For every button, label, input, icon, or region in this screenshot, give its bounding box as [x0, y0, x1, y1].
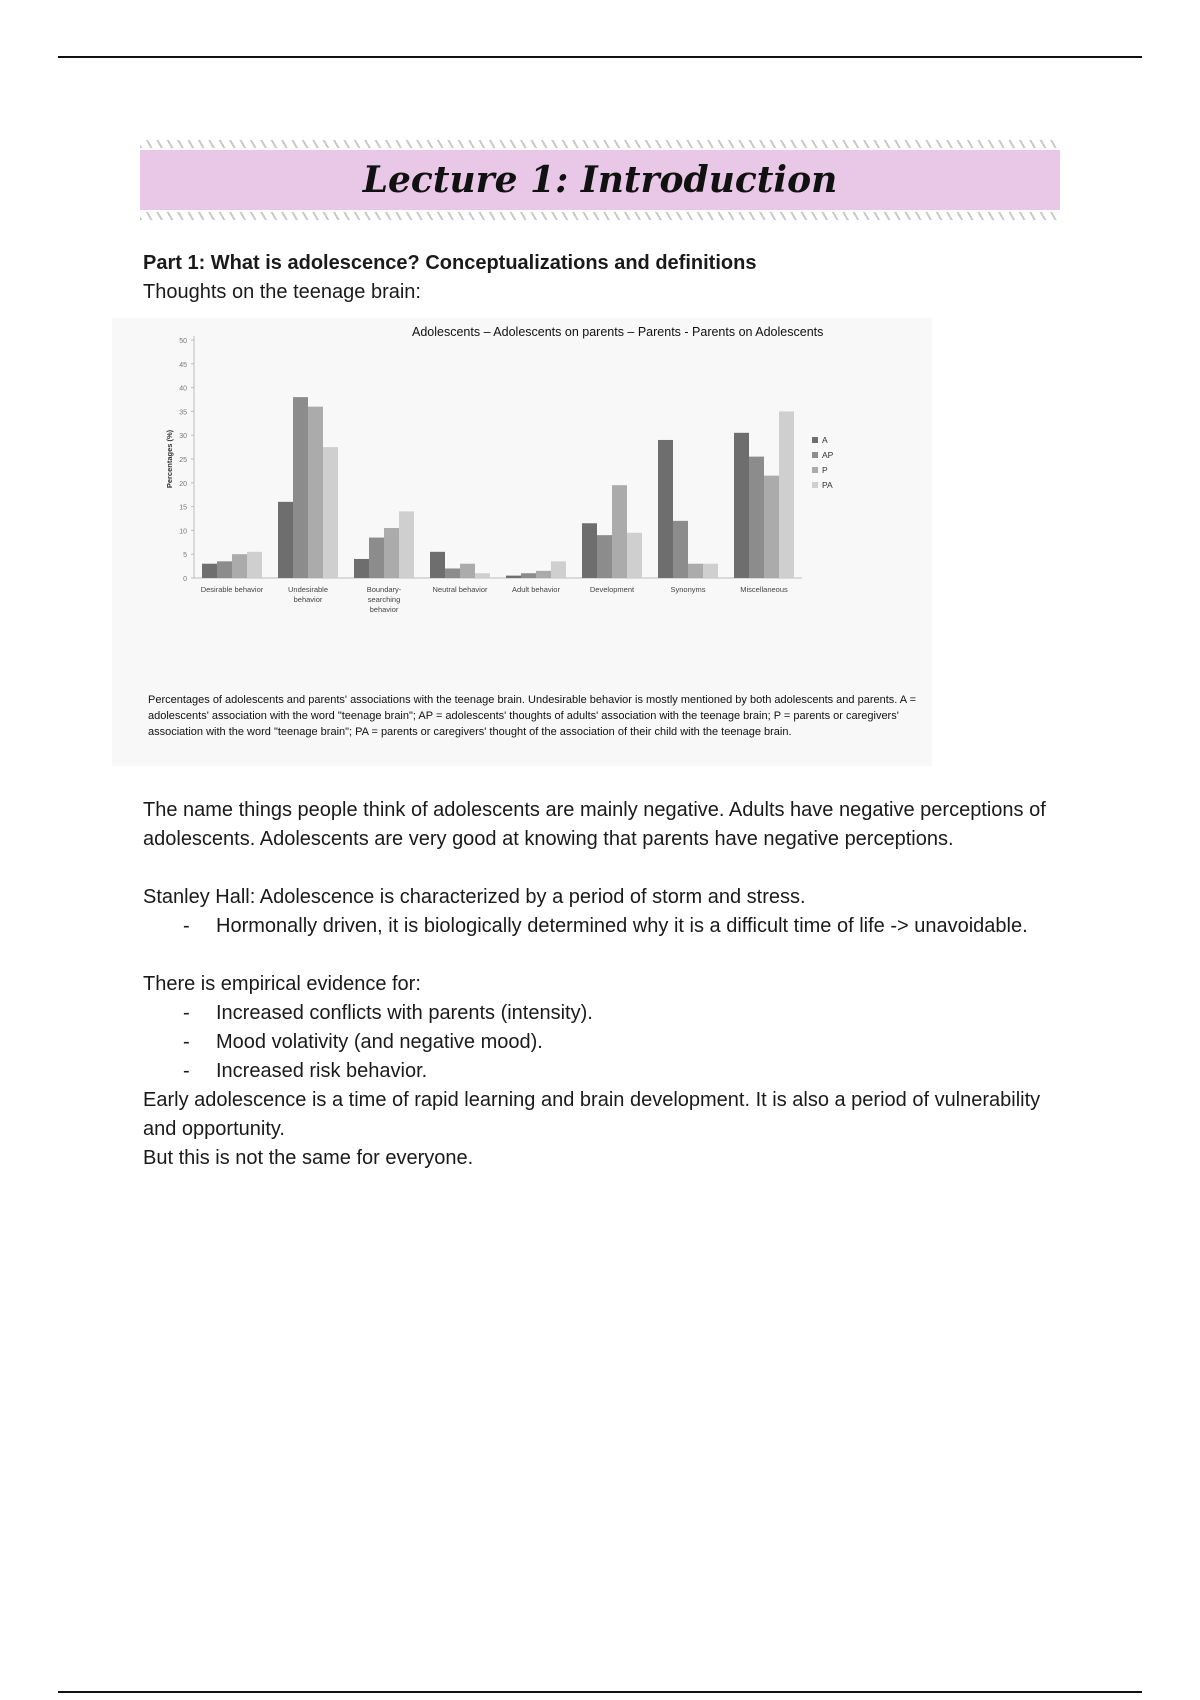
bar-ap: [217, 561, 232, 578]
x-tick-label: [590, 585, 635, 594]
bar-pa: [703, 564, 718, 578]
legend-label-a: A: [822, 435, 828, 445]
y-axis-label: Percentages (%): [165, 429, 174, 489]
y-tick-label: 35: [179, 409, 187, 417]
x-tick-label-line: searching: [367, 595, 401, 604]
section-heading: Part 1: What is adolescence? Conceptualizations and definitions: [143, 252, 757, 274]
bar-pa: [475, 573, 490, 578]
x-tick-label: [367, 585, 402, 614]
legend-label-p: P: [822, 465, 828, 475]
legend-swatch-p: [812, 467, 818, 473]
bar-pa: [399, 511, 414, 578]
top-rule: [58, 56, 1142, 58]
bar-a: [658, 440, 673, 578]
x-tick-label: [201, 585, 264, 594]
bar-a: [278, 502, 293, 578]
bar-ap: [369, 538, 384, 578]
paragraph-not-same: But this is not the same for everyone.: [143, 1147, 474, 1169]
y-tick-label: 15: [179, 504, 187, 512]
evidence-bullet-list: [143, 999, 1053, 1086]
paragraph-early-adolescence: Early adolescence is a time of rapid learning and brain development. It is also a period of vulnerability and opportunity.: [143, 1089, 1041, 1140]
intro-section: [143, 248, 1043, 307]
chart-title: Adolescents – Adolescents on parents – Parents - Parents on Adolescents: [412, 325, 824, 339]
bar-p: [688, 564, 703, 578]
body-text: [143, 796, 1053, 1173]
banner-hatch-top: [140, 140, 1060, 148]
bar-pa: [779, 411, 794, 578]
bar-ap: [749, 457, 764, 578]
y-tick-label: 20: [179, 480, 187, 488]
x-tick-label-line: Miscellaneous: [740, 585, 788, 594]
bar-p: [612, 485, 627, 578]
legend-swatch-a: [812, 437, 818, 443]
y-tick-label: 25: [179, 457, 187, 464]
bottom-rule: [58, 1691, 1142, 1693]
bar-a: [582, 523, 597, 578]
x-tick-label: [740, 585, 788, 594]
x-tick-label-line: behavior: [369, 605, 399, 614]
bar-p: [308, 407, 323, 578]
paragraph-stanley-hall: Stanley Hall: Adolescence is characterized by a period of storm and stress.: [143, 886, 806, 908]
bar-pa: [627, 533, 642, 578]
bar-ap: [445, 568, 460, 578]
bar-ap: [597, 535, 612, 578]
x-tick-label-line: Boundary-: [366, 585, 402, 594]
bar-p: [384, 528, 399, 578]
list-item: - Hormonally driven, it is biologically determined why it is a difficult time of life -> unavoidable.: [143, 912, 1053, 941]
bar-a: [202, 564, 217, 578]
hall-bullet-list: [143, 912, 1053, 941]
bar-p: [764, 476, 779, 578]
legend-swatch-ap: [812, 452, 818, 458]
x-tick-label: [512, 585, 560, 594]
y-tick-label: 0: [183, 576, 187, 583]
y-tick-label: 40: [179, 385, 187, 393]
x-tick-label-line: Desirable behavior: [200, 585, 264, 594]
bar-chart: [112, 318, 932, 688]
x-tick-label-line: Synonyms: [670, 585, 706, 594]
y-tick-label: 10: [179, 528, 187, 536]
legend-label-ap: AP: [822, 450, 834, 460]
list-item: - Mood volativity (and negative mood).: [143, 1028, 1053, 1057]
bar-a: [506, 576, 521, 578]
title-banner: [140, 140, 1060, 220]
subheading: Thoughts on the teenage brain:: [143, 281, 421, 303]
list-item: - Increased risk behavior.: [143, 1057, 1053, 1086]
y-tick-label: 45: [179, 361, 187, 369]
chart-figure: [112, 318, 932, 766]
bar-a: [734, 433, 749, 578]
page-title: Lecture 1: Introduction: [362, 159, 838, 201]
x-tick-label: [288, 585, 328, 604]
x-tick-label-line: Undesirable: [287, 585, 329, 594]
y-tick-label: 30: [179, 433, 187, 441]
bar-pa: [323, 447, 338, 578]
x-tick-label-line: Neutral behavior: [432, 585, 488, 594]
y-tick-label: 50: [179, 338, 187, 345]
legend-label-pa: PA: [822, 480, 833, 490]
paragraph-evidence-intro: There is empirical evidence for:: [143, 973, 421, 995]
paragraph-negative-perceptions: The name things people think of adolescents are mainly negative. Adults have negative perceptions of adolescents. Adolescents are very good at knowing that parents have negative perceptions.: [143, 799, 1046, 850]
bar-a: [354, 559, 369, 578]
bar-p: [232, 554, 247, 578]
bar-p: [460, 564, 475, 578]
x-tick-label-line: Development: [589, 585, 635, 594]
banner-hatch-bottom: [140, 212, 1060, 220]
bar-ap: [293, 397, 308, 578]
bar-ap: [521, 573, 536, 578]
list-item: - Increased conflicts with parents (intensity).: [143, 999, 1053, 1028]
x-tick-label: [432, 585, 488, 594]
x-tick-label-line: behavior: [293, 595, 323, 604]
y-tick-label: 5: [183, 552, 187, 560]
banner-band: [140, 150, 1060, 210]
bar-a: [430, 552, 445, 578]
bar-p: [536, 571, 551, 578]
figure-caption: Percentages of adolescents and parents' associations with the teenage brain. Undesirable behavior is mostly mentioned by both adolescents and parents. A = adolescents' association with the word "teenage brain"; AP = adolescents' thoughts of adults' association with the teenage brain; P = parents or caregivers' association with the word "teenage brain"; PA = parents or caregivers' thought of the association of their child with the teenage brain.: [148, 694, 916, 738]
bar-pa: [247, 552, 262, 578]
bar-ap: [673, 521, 688, 578]
bar-pa: [551, 561, 566, 578]
legend-swatch-pa: [812, 482, 818, 488]
x-tick-label-line: Adult behavior: [512, 585, 560, 594]
x-tick-label: [670, 585, 705, 594]
